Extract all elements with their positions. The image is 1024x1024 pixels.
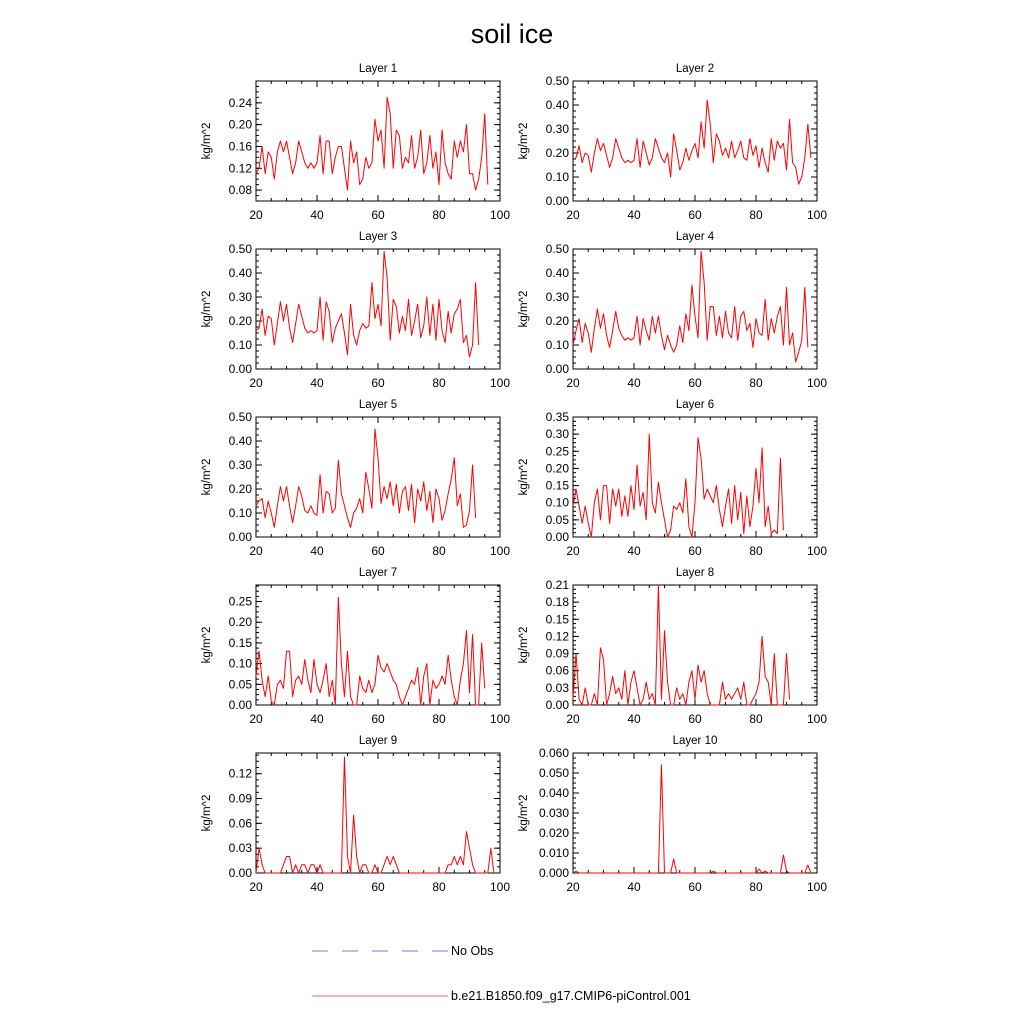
panel-title: Layer 6	[675, 399, 715, 411]
y-tick-label: 0.50	[545, 74, 569, 88]
y-tick-label: 0.10	[228, 338, 252, 352]
panels	[201, 63, 827, 894]
y-tick-label: 0.20	[228, 314, 252, 328]
y-tick-label: 0.030	[538, 806, 569, 820]
x-tick-label: 20	[249, 880, 263, 894]
x-tick-label: 100	[489, 544, 511, 558]
y-tick-label: 0.10	[228, 506, 252, 520]
x-tick-label: 40	[627, 208, 641, 222]
x-tick-label: 60	[688, 880, 702, 894]
panel-6	[518, 399, 827, 558]
x-tick-label: 80	[749, 712, 763, 726]
y-tick-label: 0.12	[228, 766, 252, 781]
x-tick-label: 100	[489, 376, 511, 390]
y-tick-label: 0.00	[228, 530, 252, 544]
y-axis-label: kg/m^2	[201, 290, 213, 328]
panel-title: Layer 1	[358, 63, 398, 75]
y-tick-label: 0.20	[545, 146, 569, 160]
x-tick-label: 60	[688, 712, 702, 726]
series-line	[256, 597, 485, 705]
y-tick-label: 0.05	[545, 512, 569, 527]
y-tick-label: 0.06	[228, 816, 252, 831]
y-tick-label: 0.12	[228, 161, 252, 176]
y-tick-label: 0.010	[538, 846, 569, 860]
y-tick-label: 0.35	[545, 410, 569, 424]
y-tick-label: 0.00	[545, 530, 569, 544]
x-tick-label: 100	[489, 880, 511, 894]
y-tick-label: 0.09	[545, 646, 569, 661]
x-tick-label: 20	[566, 376, 580, 390]
y-tick-label: 0.05	[228, 677, 252, 692]
y-tick-label: 0.50	[545, 242, 569, 256]
y-tick-label: 0.20	[228, 117, 252, 132]
x-tick-label: 80	[432, 544, 446, 558]
x-tick-label: 100	[806, 712, 828, 726]
y-tick-label: 0.15	[545, 612, 569, 627]
plot-frame	[256, 249, 500, 369]
y-tick-label: 0.00	[545, 362, 569, 376]
panel-3	[201, 231, 510, 390]
x-tick-label: 20	[566, 208, 580, 222]
x-tick-label: 80	[432, 712, 446, 726]
panel-title: Layer 5	[358, 399, 398, 411]
x-tick-label: 60	[371, 544, 385, 558]
plot-frame	[573, 585, 817, 705]
x-tick-label: 80	[749, 880, 763, 894]
y-tick-label: 0.50	[228, 410, 252, 424]
y-tick-label: 0.15	[545, 478, 569, 493]
series-line	[573, 765, 811, 873]
x-tick-label: 100	[806, 208, 828, 222]
panel-title: Layer 2	[675, 63, 715, 75]
y-tick-label: 0.00	[228, 362, 252, 376]
y-tick-label: 0.03	[228, 841, 252, 856]
plot-frame	[256, 753, 500, 873]
x-tick-label: 20	[249, 208, 263, 222]
x-tick-label: 100	[806, 544, 828, 558]
y-tick-label: 0.08	[228, 183, 252, 198]
x-tick-label: 80	[432, 376, 446, 390]
y-tick-label: 0.40	[545, 266, 569, 280]
y-axis-label: kg/m^2	[201, 122, 213, 160]
x-tick-label: 40	[627, 880, 641, 894]
x-tick-label: 60	[371, 208, 385, 222]
panel-9	[201, 735, 510, 894]
y-tick-label: 0.20	[545, 461, 569, 476]
panel-8	[518, 567, 827, 726]
x-tick-label: 40	[627, 712, 641, 726]
y-tick-label: 0.15	[228, 635, 252, 650]
x-tick-label: 20	[249, 376, 263, 390]
y-tick-label: 0.060	[538, 746, 569, 760]
panel-7	[201, 567, 510, 726]
y-tick-label: 0.30	[545, 427, 569, 442]
y-tick-label: 0.06	[545, 663, 569, 678]
y-tick-label: 0.20	[228, 615, 252, 630]
x-tick-label: 20	[566, 880, 580, 894]
y-tick-label: 0.40	[228, 266, 252, 280]
y-tick-label: 0.020	[538, 826, 569, 840]
series-line	[573, 251, 808, 361]
panel-title: Layer 8	[675, 567, 715, 579]
x-tick-label: 40	[627, 376, 641, 390]
y-axis-label: kg/m^2	[518, 290, 530, 328]
y-tick-label: 0.40	[545, 98, 569, 112]
x-tick-label: 60	[371, 376, 385, 390]
y-tick-label: 0.16	[228, 139, 252, 154]
y-tick-label: 0.30	[228, 458, 252, 472]
y-axis-label: kg/m^2	[518, 458, 530, 496]
y-tick-label: 0.09	[228, 791, 252, 806]
panel-10	[518, 735, 827, 894]
panel-4	[518, 231, 827, 390]
panel-title: Layer 9	[358, 735, 398, 747]
series-line	[256, 757, 494, 873]
y-tick-label: 0.040	[538, 786, 569, 800]
y-tick-label: 0.10	[228, 656, 252, 671]
y-tick-label: 0.25	[228, 594, 252, 609]
plot-frame	[573, 81, 817, 201]
x-tick-label: 20	[566, 544, 580, 558]
x-tick-label: 40	[310, 880, 324, 894]
x-tick-label: 100	[489, 208, 511, 222]
series-line	[573, 434, 783, 537]
y-tick-label: 0.30	[545, 290, 569, 304]
y-tick-label: 0.12	[545, 629, 569, 644]
panel-title: Layer 3	[358, 231, 398, 243]
x-tick-label: 60	[688, 376, 702, 390]
y-tick-label: 0.25	[545, 444, 569, 459]
x-tick-label: 60	[688, 208, 702, 222]
x-tick-label: 40	[310, 208, 324, 222]
plot-frame	[573, 753, 817, 873]
series-line	[256, 251, 479, 357]
plot-frame	[256, 585, 500, 705]
panel-2	[518, 63, 827, 222]
x-tick-label: 40	[627, 544, 641, 558]
x-tick-label: 40	[310, 376, 324, 390]
y-axis-label: kg/m^2	[201, 626, 213, 664]
panel-5	[201, 399, 510, 558]
x-tick-label: 80	[749, 376, 763, 390]
x-tick-label: 80	[432, 208, 446, 222]
y-tick-label: 0.10	[545, 170, 569, 184]
y-tick-label: 0.00	[545, 698, 569, 712]
y-tick-label: 0.050	[538, 766, 569, 780]
y-tick-label: 0.18	[545, 595, 569, 610]
y-tick-label: 0.30	[228, 290, 252, 304]
y-tick-label: 0.10	[545, 338, 569, 352]
x-tick-label: 100	[806, 880, 828, 894]
y-tick-label: 0.40	[228, 434, 252, 448]
panel-title: Layer 7	[358, 567, 398, 579]
x-tick-label: 20	[566, 712, 580, 726]
y-tick-label: 0.50	[228, 242, 252, 256]
y-axis-label: kg/m^2	[201, 794, 213, 832]
y-tick-label: 0.24	[228, 95, 252, 110]
y-tick-label: 0.00	[545, 194, 569, 208]
legend-label-no-obs: No Obs	[451, 944, 494, 958]
panel-title: Layer 4	[675, 231, 715, 243]
legend	[312, 944, 691, 1003]
x-tick-label: 20	[249, 544, 263, 558]
x-tick-label: 100	[806, 376, 828, 390]
y-tick-label: 0.20	[228, 482, 252, 496]
y-tick-label: 0.03	[545, 680, 569, 695]
main-title: soil ice	[470, 19, 554, 49]
y-axis-label: kg/m^2	[518, 122, 530, 160]
x-tick-label: 60	[371, 880, 385, 894]
panel-1	[201, 63, 510, 222]
y-axis-label: kg/m^2	[201, 458, 213, 496]
x-tick-label: 80	[432, 880, 446, 894]
x-tick-label: 20	[249, 712, 263, 726]
x-tick-label: 40	[310, 544, 324, 558]
series-line	[573, 585, 790, 705]
panel-title: Layer 10	[672, 735, 718, 747]
y-tick-label: 0.10	[545, 495, 569, 510]
series-line	[256, 429, 476, 527]
x-tick-label: 100	[489, 712, 511, 726]
x-tick-label: 80	[749, 544, 763, 558]
y-tick-label: 0.00	[228, 866, 252, 880]
legend-label-model: b.e21.B1850.f09_g17.CMIP6-piControl.001	[451, 989, 691, 1003]
y-tick-label: 0.21	[545, 578, 569, 592]
x-tick-label: 60	[688, 544, 702, 558]
y-tick-label: 0.30	[545, 122, 569, 136]
x-tick-label: 40	[310, 712, 324, 726]
y-axis-label: kg/m^2	[518, 794, 530, 832]
x-tick-label: 80	[749, 208, 763, 222]
y-axis-label: kg/m^2	[518, 626, 530, 664]
plot-frame	[256, 417, 500, 537]
series-line	[256, 97, 488, 190]
y-tick-label: 0.20	[545, 314, 569, 328]
x-tick-label: 60	[371, 712, 385, 726]
series-line	[573, 100, 811, 184]
y-tick-label: 0.000	[538, 866, 569, 880]
y-tick-label: 0.00	[228, 698, 252, 712]
